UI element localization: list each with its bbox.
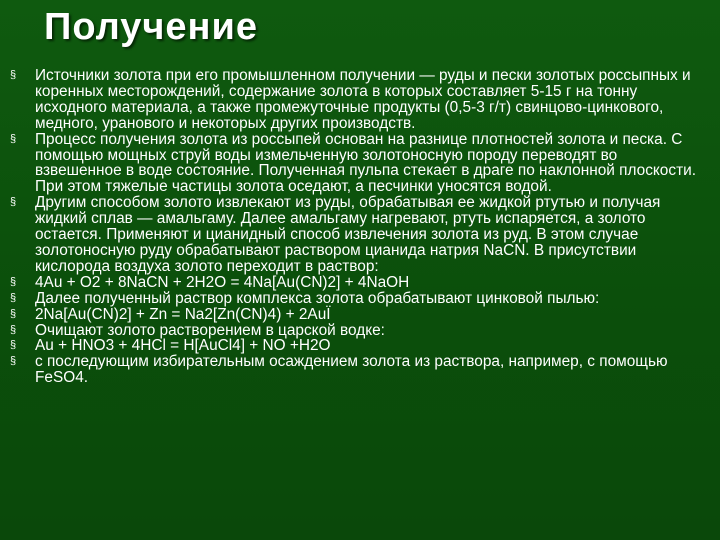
bullet-icon: § <box>10 355 17 368</box>
item-text: Далее полученный раствор комплекса золота обрабатывают цинковой пылью: <box>35 289 600 307</box>
item-text: 4Au + O2 + 8NaCN + 2H2O = 4Na[Au(CN)2] + 4NaOH <box>35 273 410 291</box>
list-item <box>10 291 698 307</box>
list-item <box>10 307 698 323</box>
bullet-icon: § <box>10 69 17 81</box>
item-text: Источники золота при его промышленном получении — руды и пески золотых россыпных и коренных месторождений, содержание золота в которых составляет 5-15 г на тонну исходного материала, а также промежуточные продукты (0,5-3 г/т) свинцово-цинкового, медного, уранового и некоторых других производств. <box>35 67 691 132</box>
bullet-list <box>10 68 698 386</box>
list-item <box>10 323 698 339</box>
item-text: Процесс получения золота из россыпей основан на разнице плотностей золота и песка. С помощью мощных струй воды измельченную золотоносную породу переводят во взвешенное в воде состояние. Полученная пульпа стекает в драге по наклонной плоскости. При этом тяжелые частицы золота оседают, а песчинки уносятся водой. <box>35 130 696 196</box>
list-item <box>10 338 698 354</box>
list-item <box>10 195 698 275</box>
bullet-icon: § <box>10 339 17 352</box>
bullet-icon: § <box>10 291 17 304</box>
list-item <box>10 132 698 196</box>
list-item <box>10 68 698 132</box>
bullet-icon: § <box>10 132 17 145</box>
bullet-icon: § <box>10 307 17 320</box>
bullet-icon: § <box>10 275 17 288</box>
item-text: Другим способом золото извлекают из руды, обрабатывая ее жидкой ртутью и получая жидкий сплав — амальгаму. Далее амальгаму нагревают, ртуть испаряется, а золото остается. Применяют и цианидный способ извлечения золота из руд. В этом случае золотоносную руду обрабатывают раствором цианида натрия NaCN. В присутствии кислорода воздуха золото переходит в раствор: <box>35 194 661 275</box>
item-text: 2Na[Au(CN)2] + Zn = Na2[Zn(CN)4) + 2AuЇ <box>35 305 331 323</box>
slide-title: Получение <box>44 6 258 48</box>
item-text: с последующим избирательным осаждением золота из раствора, например, с помощью FeSO4. <box>35 353 668 387</box>
list-item <box>10 275 698 291</box>
item-text: Очищают золото растворением в царской водке: <box>35 321 385 339</box>
item-text: Au + HNO3 + 4HCl = H[AuCl4] + NO +H2O <box>35 337 331 355</box>
list-item <box>10 354 698 386</box>
bullet-icon: § <box>10 196 17 209</box>
bullet-icon: § <box>10 323 17 336</box>
